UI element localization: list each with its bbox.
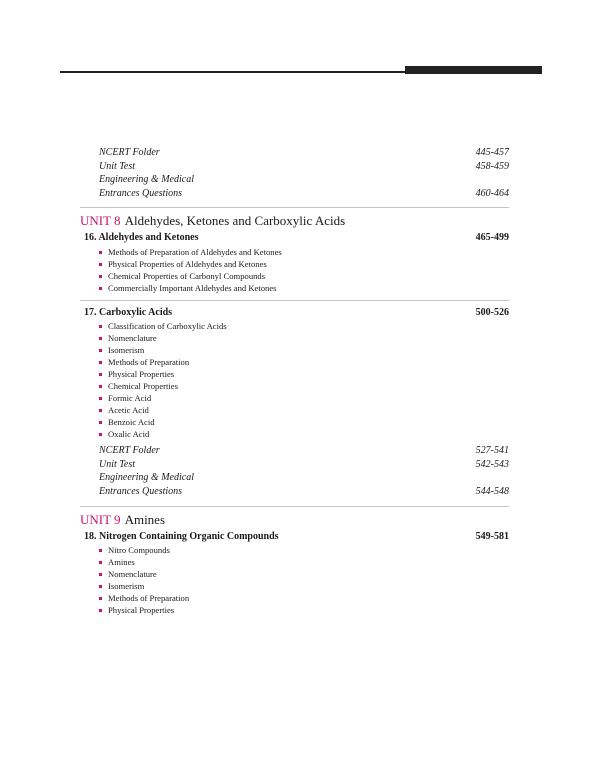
list-item[interactable] <box>84 368 509 380</box>
list-item-label: Classification of Carboxylic Acids <box>108 321 227 331</box>
list-item-label: Physical Properties <box>108 369 175 379</box>
bullet-icon <box>99 433 102 436</box>
unit-9-heading <box>80 507 509 527</box>
chapter-17 <box>84 307 509 498</box>
bullet-icon <box>99 263 102 266</box>
unit-title: Aldehydes, Ketones and Carboxylic Acids <box>124 213 346 228</box>
list-item-label: Commercially Important Aldehydes and Ketones <box>108 283 277 293</box>
top-ref-block <box>84 146 509 200</box>
bullet-icon <box>99 609 102 612</box>
bullet-icon <box>99 397 102 400</box>
toc-row-label: NCERT Folder <box>99 147 160 158</box>
toc-row[interactable] <box>84 471 509 485</box>
list-item[interactable] <box>84 604 509 616</box>
list-item[interactable] <box>84 332 509 344</box>
list-item[interactable] <box>84 568 509 580</box>
chapter-title: 18. Nitrogen Containing Organic Compounds <box>84 531 279 542</box>
toc-row-label: Entrances Questions <box>99 485 183 497</box>
list-item[interactable] <box>84 392 509 404</box>
toc-row-pages: 527-541 <box>475 445 509 456</box>
toc-row-pages: 445-457 <box>475 147 509 158</box>
unit-9-section <box>80 506 509 527</box>
toc-row[interactable] <box>84 485 509 499</box>
bullet-icon <box>99 561 102 564</box>
chapter-17-refs <box>84 444 509 498</box>
chapter-18 <box>84 531 509 616</box>
list-item[interactable] <box>84 380 509 392</box>
toc-row-pages: 458-459 <box>475 160 509 172</box>
chapter-heading[interactable] <box>84 307 509 319</box>
list-item-label: Amines <box>108 557 135 567</box>
bullet-icon <box>99 251 102 254</box>
section-divider <box>80 300 509 301</box>
toc-content <box>80 146 509 616</box>
toc-row-pages: 460-464 <box>475 187 509 199</box>
bullet-icon <box>99 421 102 424</box>
bullet-icon <box>99 287 102 290</box>
list-item[interactable] <box>84 320 509 332</box>
list-item-label: Chemical Properties <box>108 381 178 391</box>
chapter-heading[interactable] <box>84 531 509 543</box>
list-item[interactable] <box>84 344 509 356</box>
list-item-label: Nomenclature <box>108 569 157 579</box>
bullet-icon <box>99 385 102 388</box>
toc-row-pages: 542-543 <box>475 458 509 470</box>
bullet-icon <box>99 325 102 328</box>
list-item-label: Nomenclature <box>108 333 157 343</box>
toc-row[interactable] <box>84 187 509 201</box>
list-item[interactable] <box>84 544 509 556</box>
toc-row-label: Unit Test <box>99 160 136 172</box>
bullet-icon <box>99 361 102 364</box>
list-item-label: Methods of Preparation of Aldehydes and Ketones <box>108 247 282 257</box>
list-item[interactable] <box>84 270 509 282</box>
unit-number: UNIT 9 <box>80 512 121 527</box>
list-item[interactable] <box>84 356 509 368</box>
toc-row[interactable] <box>84 146 509 160</box>
list-item[interactable] <box>84 404 509 416</box>
bullet-icon <box>99 573 102 576</box>
list-item[interactable] <box>84 416 509 428</box>
list-item-label: Acetic Acid <box>108 405 149 415</box>
toc-row-label: Engineering & Medical <box>99 174 194 185</box>
header-bar-block <box>405 66 542 74</box>
list-item-label: Physical Properties of Aldehydes and Ketones <box>108 259 267 269</box>
list-item-label: Physical Properties <box>108 605 175 615</box>
bullet-icon <box>99 597 102 600</box>
list-item-label: Methods of Preparation <box>108 593 190 603</box>
bullet-icon <box>99 409 102 412</box>
chapter-pages: 549-581 <box>475 531 509 542</box>
chapter-title: 17. Carboxylic Acids <box>84 307 173 318</box>
chapter-title: 16. Aldehydes and Ketones <box>84 232 199 243</box>
unit-title: Amines <box>124 512 166 527</box>
toc-row-pages: 544-548 <box>475 485 509 497</box>
list-item-label: Isomerism <box>108 345 145 355</box>
toc-row-label: Unit Test <box>99 458 136 470</box>
chapter-16 <box>84 232 509 294</box>
toc-row[interactable] <box>84 444 509 458</box>
bullet-icon <box>99 585 102 588</box>
chapter-pages: 465-499 <box>475 232 509 243</box>
list-item-label: Isomerism <box>108 581 145 591</box>
bullet-icon <box>99 349 102 352</box>
toc-row[interactable] <box>84 458 509 472</box>
toc-row-label: Entrances Questions <box>99 187 183 199</box>
toc-row[interactable] <box>84 173 509 187</box>
unit-8-heading <box>80 208 509 228</box>
bullet-icon <box>99 549 102 552</box>
bullet-icon <box>99 275 102 278</box>
list-item[interactable] <box>84 246 509 258</box>
chapter-pages: 500-526 <box>475 307 509 318</box>
list-item-label: Nitro Compounds <box>108 545 170 555</box>
toc-row-label: NCERT Folder <box>99 445 160 456</box>
list-item-label: Oxalic Acid <box>108 429 150 439</box>
list-item-label: Formic Acid <box>108 393 152 403</box>
list-item-label: Methods of Preparation <box>108 357 190 367</box>
list-item[interactable] <box>84 282 509 294</box>
bullet-icon <box>99 337 102 340</box>
list-item[interactable] <box>84 556 509 568</box>
list-item[interactable] <box>84 580 509 592</box>
unit-8-section <box>80 207 509 228</box>
list-item-label: Chemical Properties of Carbonyl Compounds <box>108 271 266 281</box>
list-item[interactable] <box>84 428 509 440</box>
list-item[interactable] <box>84 258 509 270</box>
chapter-heading[interactable] <box>84 232 509 244</box>
unit-number: UNIT 8 <box>80 213 121 228</box>
list-item-label: Benzoic Acid <box>108 417 155 427</box>
bullet-icon <box>99 373 102 376</box>
list-item[interactable] <box>84 592 509 604</box>
toc-row-label: Engineering & Medical <box>99 472 194 483</box>
toc-row[interactable] <box>84 160 509 174</box>
